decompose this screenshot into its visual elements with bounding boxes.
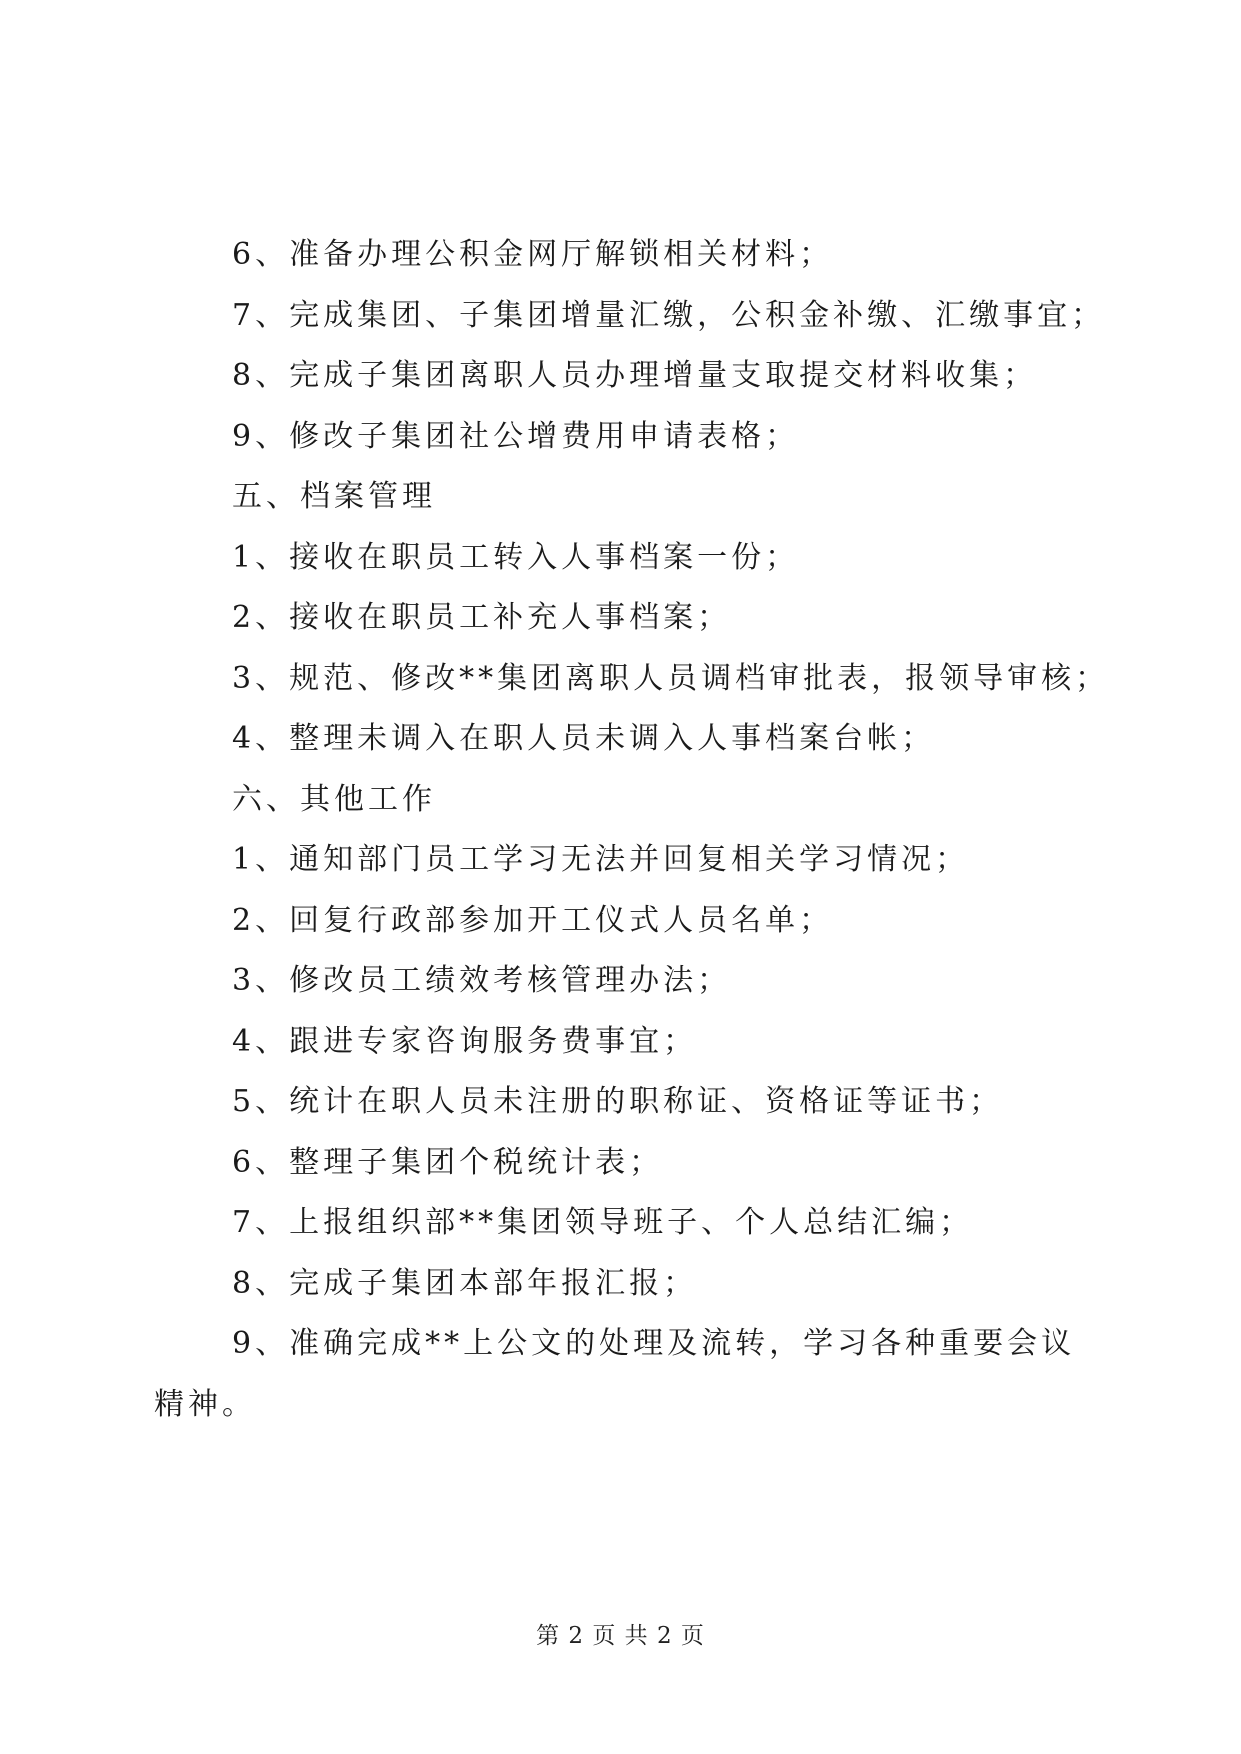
section-heading: 六、其他工作 bbox=[232, 781, 436, 817]
list-item: 9、准确完成**上公文的处理及流转，学习各种重要会议精神。 bbox=[154, 1326, 1076, 1422]
list-item: 6、整理子集团个税统计表； bbox=[232, 1144, 664, 1180]
list-item: 1、通知部门员工学习无法并回复相关学习情况； bbox=[232, 842, 970, 877]
list-item: 3、修改员工绩效考核管理办法； bbox=[232, 963, 732, 998]
list-item: 5、统计在职人员未注册的职称证、资格证等证书； bbox=[232, 1084, 1004, 1119]
list-item: 6、准备办理公积金网厅解锁相关材料； bbox=[232, 237, 834, 272]
list-item: 7、完成集团、子集团增量汇缴，公积金补缴、汇缴事宜； bbox=[232, 297, 1106, 333]
list-item: 8、完成子集团本部年报汇报； bbox=[232, 1265, 698, 1301]
list-item: 3、规范、修改**集团离职人员调档审批表，报领导审核； bbox=[232, 660, 1110, 696]
section-heading: 五、档案管理 bbox=[232, 479, 436, 514]
list-item: 8、完成子集团离职人员办理增量支取提交材料收集； bbox=[232, 358, 1038, 393]
list-item: 2、接收在职员工补充人事档案； bbox=[232, 600, 732, 635]
document-body bbox=[154, 225, 1110, 1435]
list-item: 7、上报组织部**集团领导班子、个人总结汇编； bbox=[232, 1205, 974, 1240]
list-item: 2、回复行政部参加开工仪式人员名单； bbox=[232, 902, 834, 938]
list-item: 4、整理未调入在职人员未调入人事档案台帐； bbox=[232, 721, 936, 756]
page-footer: 第 2 页 共 2 页 bbox=[536, 1623, 705, 1649]
list-item: 9、修改子集团社公增费用申请表格； bbox=[232, 418, 800, 454]
list-item: 4、跟进专家咨询服务费事宜； bbox=[232, 1023, 698, 1059]
list-item: 1、接收在职员工转入人事档案一份； bbox=[232, 539, 800, 575]
